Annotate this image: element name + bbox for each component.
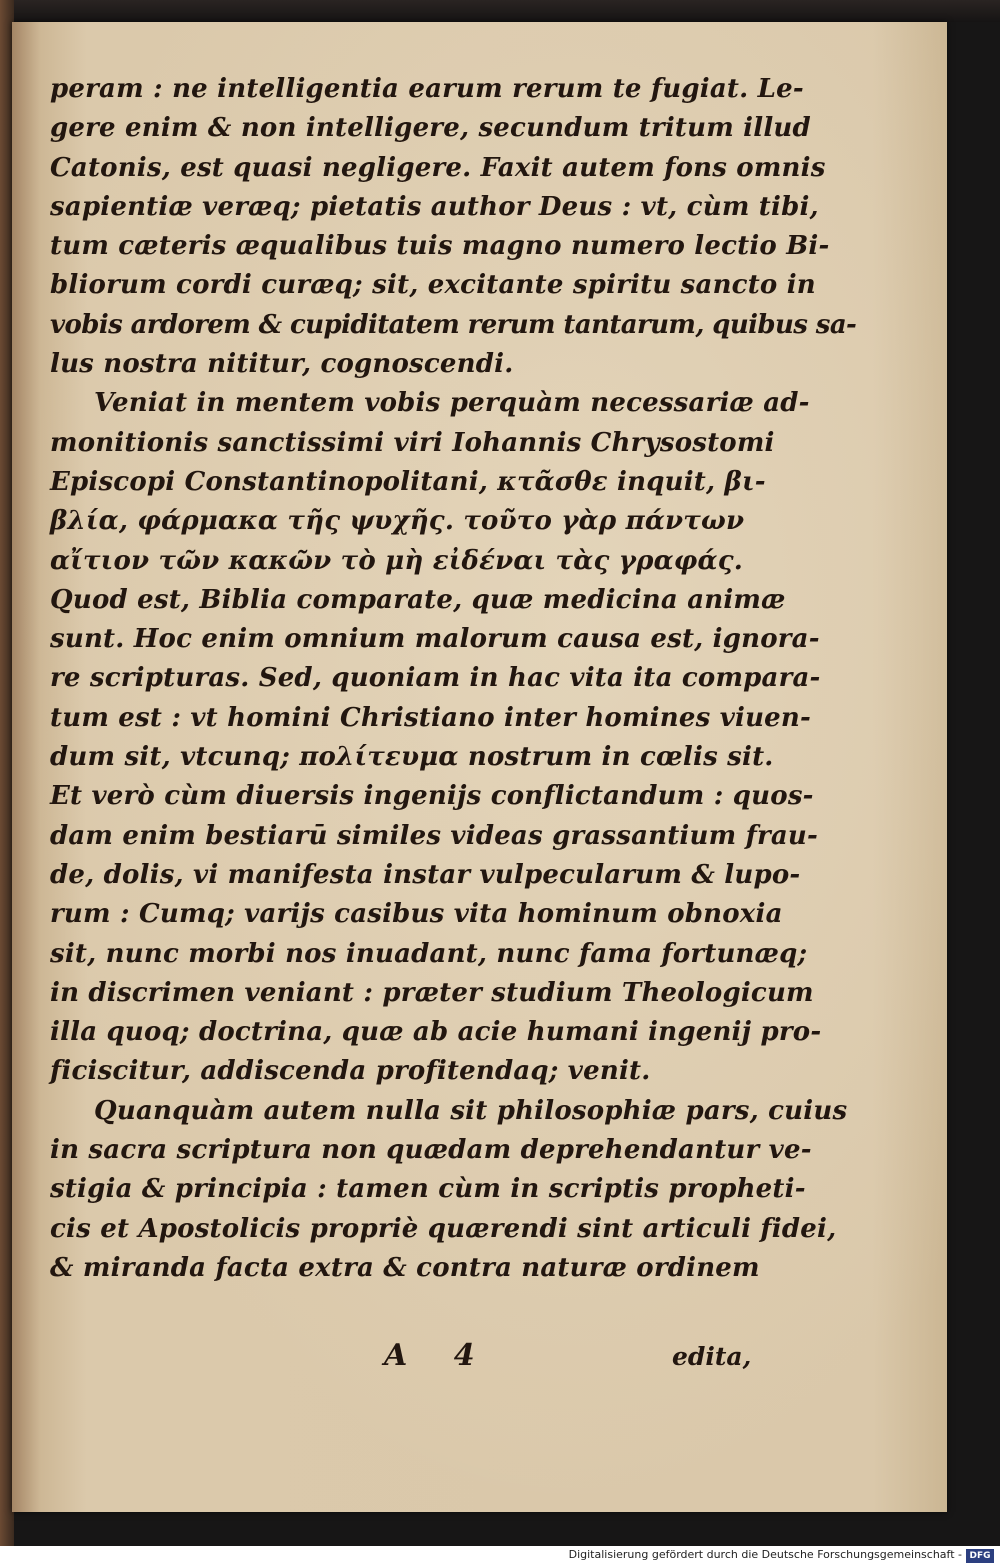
text-line: tum cæteris æqualibus tuis magno numero lectio Bi- <box>50 231 830 262</box>
text-line: Quanquàm autem nulla sit philosophiæ pars, cuius <box>94 1095 848 1126</box>
page-text <box>50 70 857 1288</box>
text-line: monitionis sanctissimi viri Iohannis Chrysostomi <box>50 427 775 458</box>
text-line: rum : Cumq; varijs casibus vita hominum obnoxia <box>50 899 783 930</box>
book-page <box>12 22 947 1512</box>
text-line: ficiscitur, addiscenda profitendaq; venit. <box>50 1056 651 1087</box>
text-line: tum est : vt homini Christiano inter homines viuen- <box>50 702 812 733</box>
footer-bar <box>0 1546 1000 1567</box>
text-line: in sacra scriptura non quædam deprehendantur ve- <box>50 1135 812 1166</box>
text-line: in discrimen veniant : præter studium Theologicum <box>50 977 814 1008</box>
text-line: peram : ne intelligentia earum rerum te fugiat. Le- <box>50 74 804 104</box>
text-line: Veniat in mentem vobis perquàm necessariæ ad- <box>94 388 810 419</box>
dfg-logo-icon: DFG <box>966 1549 994 1563</box>
text-line: lus nostra nititur, cognoscendi. <box>50 349 514 380</box>
text-line: stigia & principia : tamen cùm in scriptis propheti- <box>50 1174 806 1205</box>
text-line: Et verò cùm diuersis ingenijs conflictandum : quos- <box>50 781 814 812</box>
text-line: dam enim bestiarū similes videas grassantium frau- <box>50 820 818 851</box>
text-line: vobis ardorem & cupiditatem rerum tantarum, quibus sa- <box>50 309 857 340</box>
text-line: bliorum cordi curæq; sit, excitante spiritu sancto in <box>50 270 816 301</box>
text-line: dum sit, vtcunq; πολίτευμα nostrum in cœlis sit. <box>50 742 774 773</box>
text-line: βλία, φάρμακα τῆς ψυχῆς. τοῦτο γὰρ πάντων <box>50 506 745 537</box>
text-line: re scripturas. Sed, quoniam in hac vita ita compara- <box>50 663 821 694</box>
text-line: illa quoq; doctrina, quæ ab acie humani ingenij pro- <box>50 1017 822 1048</box>
signature-mark: A 4 <box>384 1338 493 1373</box>
text-line: sit, nunc morbi nos inuadant, nunc fama fortunæq; <box>50 938 808 969</box>
text-line: de, dolis, vi manifesta instar vulpecularum & lupo- <box>50 859 801 890</box>
text-line: cis et Apostolicis propriè quærendi sint articuli fidei, <box>50 1213 837 1244</box>
text-line: Episcopi Constantinopolitani, κτᾶσθε inquit, βι- <box>50 466 766 497</box>
catchword: edita, <box>672 1342 752 1371</box>
text-line: gere enim & non intelligere, secundum tritum illud <box>50 113 811 144</box>
text-line: & miranda facta extra & contra naturæ ordinem <box>50 1252 760 1283</box>
book-top-edge <box>0 0 1000 22</box>
text-line: sapientiæ veræq; pietatis author Deus : vt, cùm tibi, <box>50 191 819 222</box>
text-line: Catonis, est quasi negligere. Faxit autem fons omnis <box>50 152 826 183</box>
funding-credit: Digitalisierung gefördert durch die Deutsche Forschungsgemeinschaft - <box>568 1548 962 1561</box>
text-line: αἴτιον τῶν κακῶν τὸ μὴ εἰδέναι τὰς γραφάς. <box>50 545 744 576</box>
text-line: Quod est, Biblia comparate, quæ medicina animæ <box>50 584 786 615</box>
text-line: sunt. Hoc enim omnium malorum causa est, ignora- <box>50 624 820 655</box>
